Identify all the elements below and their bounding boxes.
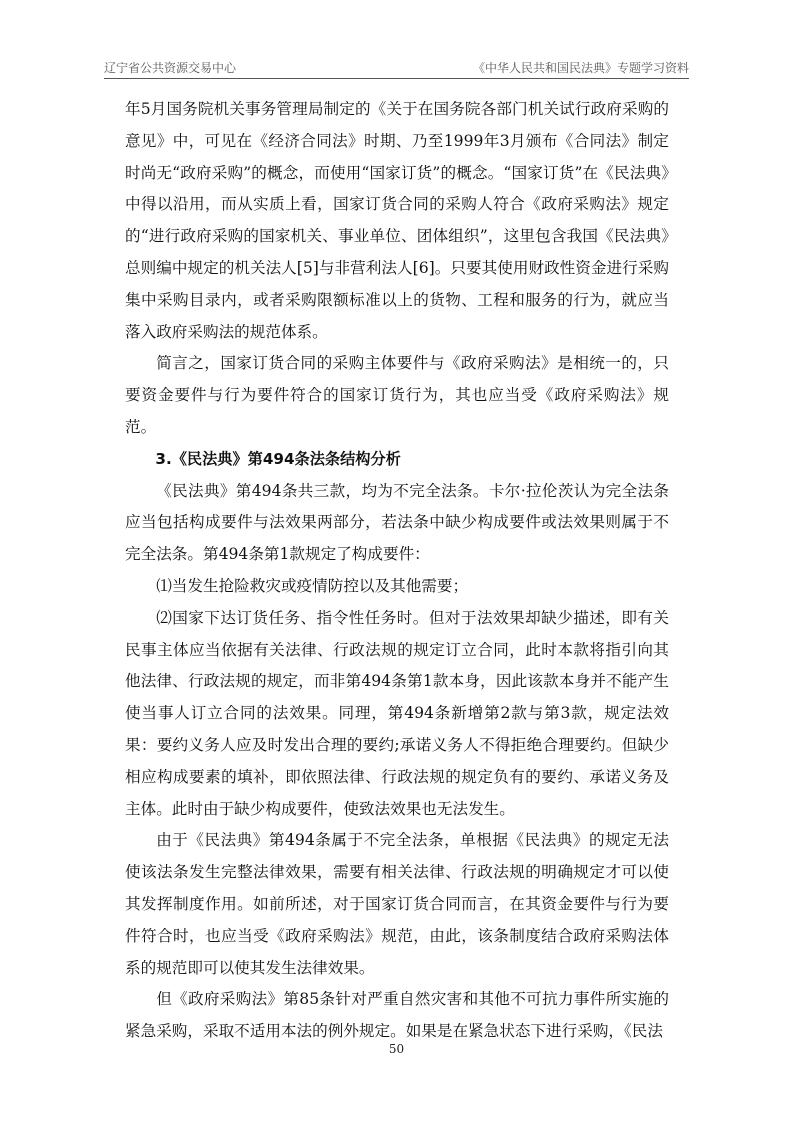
body-paragraph: 简言之，国家订货合同的采购主体要件与《政府采购法》是相统一的，只要资金要件与行为要件符合的国家订货行为，其也应当受《政府采购法》规范。 <box>125 354 669 436</box>
page-number: 50 <box>388 1042 405 1056</box>
body-paragraph: 但《政府采购法》第85条针对严重自然灾害和其他不可抗力事件所实施的紧急采购，采取不适用本法的例外规定。如果是在紧急状态下进行采购，《民法 <box>125 990 669 1041</box>
section-heading: 3.《民法典》第494条法条结构分析 <box>155 449 401 468</box>
list-item: ⑴当发生抢险救灾或疫情防控以及其他需要； <box>156 576 469 595</box>
page-header <box>104 56 689 79</box>
page-body <box>125 94 669 1048</box>
body-paragraph: 年5月国务院机关事务管理局制定的《关于在国务院各部门机关试行政府采购的意见》中，可见在《经济合同法》时期、乃至1999年3月颁布《合同法》制定时尚无“政府采购”的概念，而使用“国家订货”的概念。“国家订货”在《民法典》中得以沿用，而从实质上看，国家订货合同的采购人符合《政府采购法》规定的“进行政府采购的国家机关、事业单位、团体组织”，这里包含我国《民法典》总则编中规定的机关法人[5]与非营利法人[6]。只要其使用财政性资金进行采购集中采购目录内，或者采购限额标准以上的货物、工程和服务的行为，就应当落入政府采购法的规范体系。 <box>125 100 669 341</box>
list-item: ⑵国家下达订货任务、指令性任务时。但对于法效果却缺少描述，即有关民事主体应当依据有关法律、行政法规的规定订立合同，此时本款将指引向其他法律、行政法规的规定，而非第494条第1款本身，因此该款本身并不能产生使当事人订立合同的法效果。同理，第494条新增第2款与第3款，规定法效果：要约义务人应及时发出合理的要约;承诺义务人不得拒绝合理要约。但缺少相应构成要素的填补，即依照法律、行政法规的规定负有的要约、承诺义务及主体。此时由于缺少构成要件，使致法效果也无法发生。 <box>125 608 669 818</box>
body-paragraph: 《民法典》第494条共三款，均为不完全法条。卡尔·拉伦茨认为完全法条应当包括构成要件与法效果两部分，若法条中缺少构成要件或法效果则属于不完全法条。第494条第1款规定了构成要件： <box>125 481 669 564</box>
header-document-title: 《中华人民共和国民法典》专题学习资料 <box>472 61 689 75</box>
header-organization: 辽宁省公共资源交易中心 <box>104 61 237 75</box>
body-paragraph: 由于《民法典》第494条属于不完全法条，单根据《民法典》的规定无法使该法条发生完整法律效果，需要有相关法律、行政法规的明确规定才可以使其发挥制度作用。如前所述，对于国家订货合同而言，在其资金要件与行为要件符合时，也应当受《政府采购法》规范，由此，该条制度结合政府采购法体系的规范即可以使其发生法律效果。 <box>125 831 669 977</box>
